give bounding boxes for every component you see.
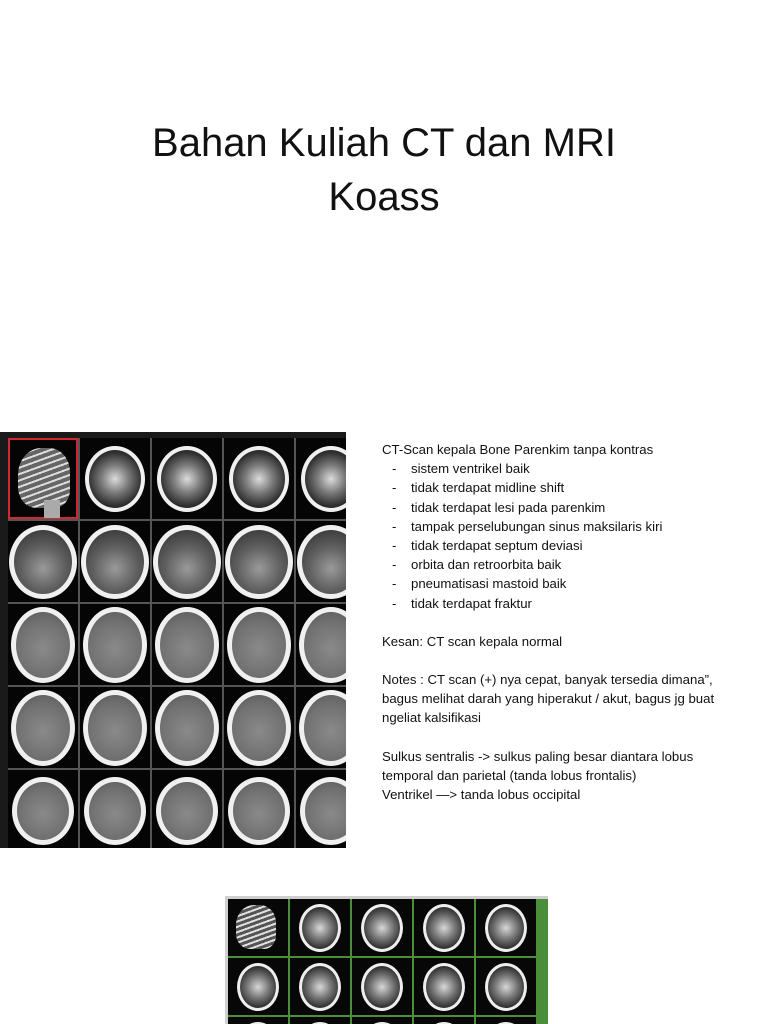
finding-item: - tidak terdapat fraktur xyxy=(392,595,532,611)
scout-image xyxy=(228,899,288,956)
notes-paragraph: Notes : CT scan (+) nya cepat, banyak tersedia dimana”, bagus melihat darah yang hiperakut / akut, bagus jg buat ngeliat kalsifikasi xyxy=(382,672,715,726)
finding-item: - sistem ventrikel baik xyxy=(392,461,530,477)
sulkus-paragraph: Sulkus sentralis -> sulkus paling besar diantara lobus temporal dan parietal (tanda lobus frontalis) xyxy=(382,748,694,783)
title-line-2: Koass xyxy=(328,175,440,219)
ct-scan-film-image-2 xyxy=(225,896,548,1024)
ventrikel-paragraph: Ventrikel —> tanda lobus occipital xyxy=(382,787,581,803)
conclusion-text: Kesan: CT scan kepala normal xyxy=(382,633,563,649)
page-title xyxy=(0,116,768,224)
finding-item: - tidak terdapat lesi pada parenkim xyxy=(392,499,606,515)
finding-item: - tidak terdapat midline shift xyxy=(392,480,565,496)
findings-list xyxy=(382,459,722,613)
ct-scan-film-image xyxy=(0,432,346,848)
report-heading: CT-Scan kepala Bone Parenkim tanpa kontras xyxy=(382,442,654,457)
finding-item: - tidak terdapat septum deviasi xyxy=(392,538,583,554)
finding-item: - tampak perselubungan sinus maksilaris kiri xyxy=(392,518,663,534)
title-line-1: Bahan Kuliah CT dan MRI xyxy=(152,121,616,165)
finding-item: - orbita dan retroorbita baik xyxy=(392,557,562,573)
finding-item: - pneumatisasi mastoid baik xyxy=(392,576,567,592)
scout-image xyxy=(8,438,78,519)
ct-report-notes xyxy=(382,440,722,804)
